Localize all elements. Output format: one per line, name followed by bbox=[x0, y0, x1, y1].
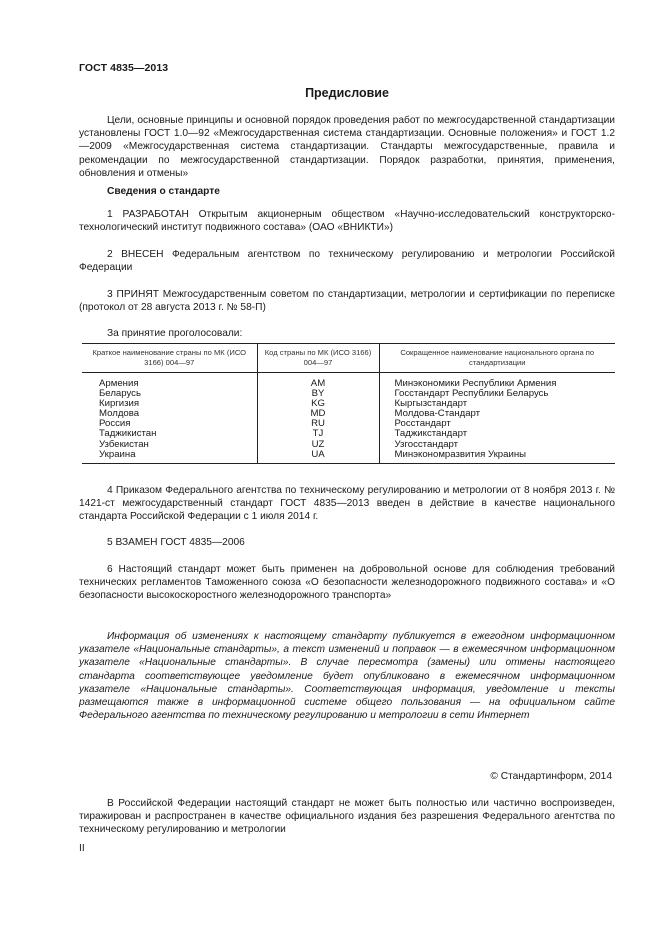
standards-body: Таджикстандарт bbox=[379, 429, 615, 439]
standards-body: Молдова-Стандарт bbox=[379, 409, 615, 419]
item-2-paragraph: 2 ВНЕСЕН Федеральным агентством по техническому регулированию и метрологии Российской Федерации bbox=[79, 249, 615, 274]
country-code: RU bbox=[257, 419, 379, 429]
country-name: Таджикистан bbox=[99, 428, 157, 440]
country-code: UA bbox=[257, 450, 379, 464]
country-name: Армения bbox=[99, 378, 139, 389]
section-heading: Сведения о стандарте bbox=[107, 186, 220, 197]
standards-body: Кыргызстандарт bbox=[379, 399, 615, 409]
page-number: II bbox=[79, 843, 85, 854]
standards-body: Узгосстандарт bbox=[379, 440, 615, 450]
page-title: Предисловие bbox=[305, 86, 389, 100]
table-row bbox=[82, 399, 615, 409]
country-code: BY bbox=[257, 389, 379, 399]
standards-body: Госстандарт Республики Беларусь bbox=[379, 389, 615, 399]
copyright: © Стандартинформ, 2014 bbox=[490, 771, 612, 782]
item-3-paragraph: 3 ПРИНЯТ Межгосударственным советом по стандартизации, метрологии и сертификации по переписке (протокол от 28 августа 2013 г. № 58-П) bbox=[79, 289, 615, 314]
standards-body: Росстандарт bbox=[379, 419, 615, 429]
rights-notice: В Российской Федерации настоящий стандарт не может быть полностью или частично воспроизведен, тиражирован и распространен в качестве официального издания без разрешения Федерального агентства по техническому регулированию и метрологии bbox=[79, 798, 615, 836]
table-row bbox=[82, 373, 615, 390]
table-row bbox=[82, 450, 615, 464]
item-4-paragraph: 4 Приказом Федерального агентства по техническому регулированию и метрологии от 8 ноября 2013 г. № 1421-ст межгосударственный стандарт ГОСТ 4835—2013 введен в действие в качестве национального стандарта Российской Федерации с 1 июля 2014 г. bbox=[79, 485, 615, 523]
table-header-row bbox=[82, 344, 615, 373]
country-code: TJ bbox=[257, 429, 379, 439]
column-header-country: Краткое наименование страны по МК (ИСО 3166) 004—97 bbox=[82, 344, 257, 373]
table-row bbox=[82, 429, 615, 439]
table-row bbox=[82, 440, 615, 450]
country-name: Киргизия bbox=[99, 398, 140, 410]
votes-label: За принятие проголосовали: bbox=[107, 328, 243, 339]
country-name: Молдова bbox=[99, 408, 140, 420]
country-code: AM bbox=[257, 373, 379, 390]
column-header-code: Код страны по МК (ИСО 3166) 004—97 bbox=[257, 344, 379, 373]
intro-paragraph: Цели, основные принципы и основной порядок проведения работ по межгосударственной стандартизации установлены ГОСТ 1.0—92 «Межгосударственная система стандартизации. Основные положения» и ГОСТ 1.2—2009 «Межгосударственная система стандартизации. Стандарты межгосударственные, правила и рекомендации по межгосударственной стандартизации. Порядок разработки, принятия, применения, обновления и отмены» bbox=[79, 115, 615, 179]
item-1-paragraph: 1 РАЗРАБОТАН Открытым акционерным обществом «Научно-исследовательский конструкторско-технологический институт подвижного состава» (ОАО «ВНИКТИ») bbox=[79, 209, 615, 234]
table-row bbox=[82, 419, 615, 429]
standards-body: Минэкономразвития Украины bbox=[379, 450, 615, 464]
country-name: Беларусь bbox=[99, 388, 141, 400]
column-header-body: Сокращенное наименование национального органа по стандартизации bbox=[379, 344, 615, 373]
document-id-header: ГОСТ 4835—2013 bbox=[79, 62, 169, 74]
country-name: Украина bbox=[82, 450, 257, 464]
country-code: KG bbox=[257, 399, 379, 409]
votes-table bbox=[82, 343, 615, 464]
country-code: MD bbox=[257, 409, 379, 419]
item-5-paragraph: 5 ВЗАМЕН ГОСТ 4835—2006 bbox=[107, 537, 245, 548]
country-code: UZ bbox=[257, 440, 379, 450]
country-name: Узбекистан bbox=[99, 438, 149, 450]
standards-body: Минэкономики Республики Армения bbox=[379, 373, 615, 390]
country-name: Россия bbox=[99, 418, 131, 430]
information-notice: Информация об изменениях к настоящему стандарту публикуется в ежегодном информационном указателе «Национальные стандарты», а текст изменений и поправок — в ежемесячном информационном указателе «Национальные стандарты». В случае пересмотра (замены) или отмены настоящего стандарта соответствующее уведомление будет опубликовано в ежемесячном информационном указателе «Национальные стандарты». Соответствующая информация, уведомление и тексты размещаются также в информационной системе общего пользования — на официальном сайте Федерального агентства по техническому регулированию и метрологии в сети Интернет bbox=[79, 631, 615, 722]
item-6-paragraph: 6 Настоящий стандарт может быть применен на добровольной основе для соблюдения требований технических регламентов Таможенного союза «О безопасности железнодорожного подвижного состава» и «О безопасности высокоскоростного железнодорожного транспорта» bbox=[79, 564, 615, 602]
table-row bbox=[82, 409, 615, 419]
table-row bbox=[82, 389, 615, 399]
